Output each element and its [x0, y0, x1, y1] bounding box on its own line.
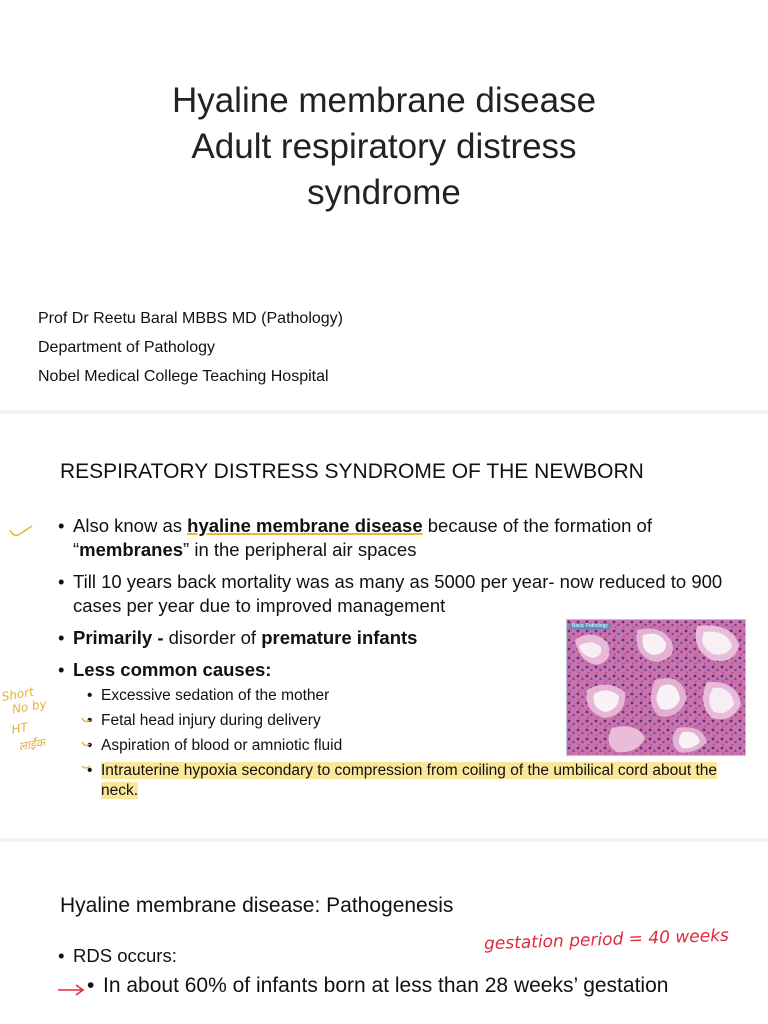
- title-slide: [0, 0, 768, 410]
- sub-item: • Excessive sedation of the mother: [87, 686, 727, 706]
- handwritten-annotation: gestation period = 40 weeks: [483, 925, 730, 955]
- sub-item: • Fetal head injury during delivery: [87, 711, 727, 731]
- bold-term: membranes: [79, 539, 184, 560]
- list-item: • Primarily - disorder of premature infants: [58, 626, 738, 650]
- list-item: • Till 10 years back mortality was as many as 5000 per year- now reduced to 900 cases per year due to improved management: [58, 570, 738, 618]
- highlighted-text: Intrauterine hypoxia secondary to compression from coiling of the umbilical cord about the neck.: [101, 762, 718, 799]
- list-item: • RDS occurs: • In about 60% of infants born at less than 28 weeks’ gestation: [58, 944, 738, 999]
- sub-item: • In about 60% of infants born at less than 28 weeks’ gestation: [87, 972, 727, 999]
- title-line: Hyaline membrane disease: [171, 81, 597, 120]
- rds-newborn-slide: [0, 414, 768, 838]
- pathogenesis-slide: [0, 842, 768, 1024]
- slide-title: [0, 78, 768, 216]
- bullet-list: [58, 944, 738, 1007]
- author-line: Nobel Medical College Teaching Hospital: [38, 368, 329, 385]
- sub-item: • Aspiration of blood or amniotic fluid: [87, 736, 727, 756]
- histology-micrograph: [567, 620, 745, 755]
- sub-list: [87, 972, 727, 999]
- author-block: [38, 304, 343, 391]
- title-line: Adult respiratory distress: [191, 127, 577, 166]
- check-marks-ink: [80, 710, 100, 770]
- arrow-ink-icon: [56, 982, 88, 998]
- image-caption-tag: Basic Pathology: [572, 623, 608, 629]
- author-line: Prof Dr Reetu Baral MBBS MD (Pathology): [38, 310, 343, 327]
- bold-term: hyaline membrane disease: [187, 515, 423, 536]
- slide-heading: Hyaline membrane disease: Pathogenesis: [60, 894, 454, 917]
- slide-heading: RESPIRATORY DISTRESS SYNDROME OF THE NEWBORN: [60, 460, 644, 483]
- sub-item: [87, 761, 727, 801]
- handwritten-note: Short No by HT लाईंक: [0, 684, 48, 754]
- check-mark-ink: [8, 522, 38, 542]
- title-line: syndrome: [307, 173, 461, 212]
- list-item: • Less common causes: • Excessive sedation of the mother • Fetal head injury during delivery • Aspiration of blood or amniotic fluid • Intrauterine hypoxia secondary to compression from coiling of the umbilical cord about the neck.: [58, 658, 738, 801]
- histology-image: [566, 619, 746, 756]
- list-item: • Also know as hyaline membrane disease because of the formation of “membranes” in the peripheral air spaces: [58, 514, 738, 562]
- author-line: Department of Pathology: [38, 339, 215, 356]
